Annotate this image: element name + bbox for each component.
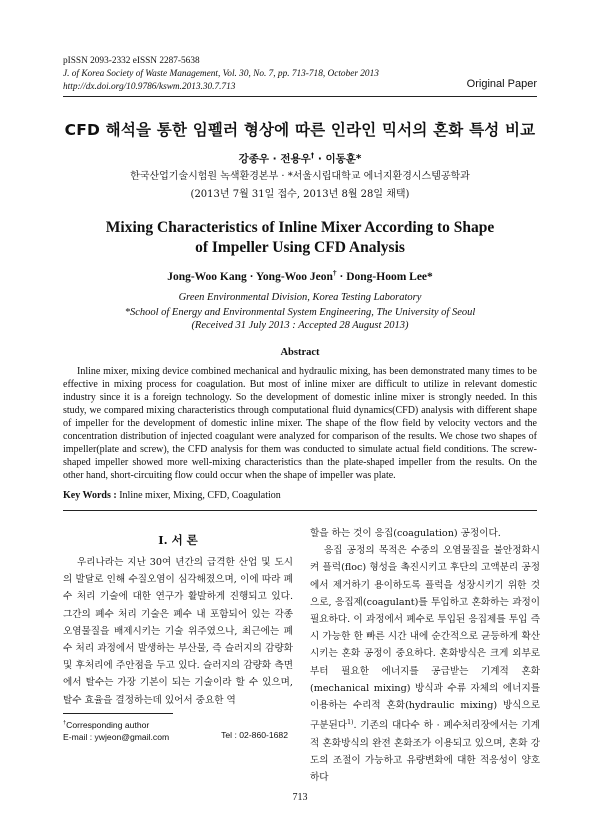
footnote-rule	[63, 713, 173, 714]
english-authors-tail: · Dong-Hoom Lee*	[336, 270, 433, 283]
corresponding-mark: †	[310, 151, 315, 160]
korean-dates: (2013년 7월 31일 접수, 2013년 8월 28일 채택)	[190, 189, 410, 200]
english-authors-main: Jong-Woo Kang · Yong-Woo Jeon	[167, 270, 333, 283]
footnote-label: Corresponding author	[66, 719, 150, 730]
english-title-line2: of Impeller Using CFD Analysis	[195, 239, 405, 256]
english-title	[0, 218, 600, 258]
english-affiliation-1: Green Environmental Division, Korea Testing Laboratory	[178, 292, 422, 303]
korean-authors-tail: · 이동훈*	[314, 153, 362, 165]
korean-authors	[0, 151, 600, 166]
right-column-para2	[310, 542, 540, 786]
right-column	[310, 525, 540, 786]
keywords	[63, 490, 537, 501]
doi-link[interactable]: http://dx.doi.org/10.9786/kswm.2013.30.7.713	[63, 82, 236, 92]
section-heading: I. 서 론	[158, 533, 198, 547]
english-dates: (Received 31 July 2013 : Accepted 28 August 2013)	[191, 320, 409, 331]
abstract-text: Inline mixer, mixing device combined mechanical and hydraulic mixing, has been demonstrated many times to be effective in mixing process for coagulation. But most of inline mixer are difficult to utilize in relevant domestic industry since it is a foreign technology. So the development of domestic inline mixer is strongly needed. In this study, we compared mixing characteristics through computational fluid dynamics(CFD) analysis with different shape of impeller for the development of domestic inline mixer. The shape of the flow field by velocity vectors and the concentration distribution of injected coagulant were analyzed for comparison of the results. We chose two shapes of impeller(plate and screw), the CFD analysis for them was conducted to simulate actual field conditions. The screw-shaped impeller showed more well-mixing characteristics than the plate-shaped impeller from the results. On the other hand, short-circuiting flow could occur when the shape of impeller was plate.	[63, 366, 537, 481]
korean-title: CFD 해석을 통한 임펠러 형상에 따른 인라인 믹서의 혼화 특성 비교	[64, 121, 536, 139]
english-title-line1: Mixing Characteristics of Inline Mixer According to Shape	[105, 219, 495, 236]
footnote-tel: Tel : 02-860-1682	[221, 730, 288, 740]
issn-line: pISSN 2093-2332 eISSN 2287-5638	[63, 56, 200, 66]
citation-ref: 1)	[347, 719, 354, 727]
corresponding-mark-en: †	[332, 268, 337, 277]
korean-affiliation: 한국산업기술시험원 녹색환경본부 · *서울시립대학교 에너지환경시스템공학과	[130, 171, 470, 182]
korean-authors-main: 강종우 · 전용우	[238, 153, 311, 165]
journal-citation: J. of Korea Society of Waste Management, Vol. 30, No. 7, pp. 713-718, October 2013	[63, 69, 379, 79]
abstract-rule	[63, 510, 537, 511]
english-authors	[0, 268, 600, 283]
footnote-email[interactable]: E-mail : ywjeon@gmail.com	[63, 731, 170, 742]
left-column-text: 우리나라는 지난 30여 년간의 급격한 산업 및 도시의 발달로 인해 수질오염이 심각해졌으며, 이에 따라 폐수 처리 기술에 대한 연구가 활발하게 진행되고 있다. 그간의 폐수 처리 기술은 폐수 내 포함되어 있는 각종 오염물질을 배제시키는 기술 위주였으나, 최근에는 폐수 처리 과정에서 발생하는 부산물, 즉 슬러지의 감량화 및 후처리에 주안점을 두고 있다. 슬러지의 감량화 측면에서 탈수는 가장 기본이 되는 기술이라 할 수 있으며, 탈수 효율을 결정하는데 있어서 중요한 역	[63, 557, 293, 706]
header-rule	[63, 96, 537, 97]
right-column-para1: 할을 하는 것이 응집(coagulation) 공정이다.	[310, 528, 501, 539]
footnote	[63, 717, 293, 743]
footnote-mark: †	[63, 720, 67, 726]
abstract-heading: Abstract	[280, 347, 320, 358]
english-affiliation-2: *School of Energy and Environmental System Engineering, The University of Seoul	[124, 307, 476, 318]
right-para2-tail: . 기존의 대다수 하 · 폐수처리장에서는 기계적 혼화방식의 완전 혼화조가 이용되고 있으며, 혼화 강도의 조절이 가능하고 유량변화에 대한 적응성이 양호하다	[310, 720, 540, 784]
page-number: 713	[292, 792, 308, 803]
keywords-label: Key Words :	[63, 490, 117, 501]
keywords-list: Inline mixer, Mixing, CFD, Coagulation	[116, 490, 281, 501]
paper-type-label: Original Paper	[466, 78, 537, 90]
right-para2-text: 응집 공정의 목적은 수중의 오염물질을 불안정화시켜 플럭(floc) 형성을 촉진시키고 후단의 고액분리 공정에서 제거하기 용이하도록 플럭을 성장시키기 위한 것으로, 응집제(coagulant)를 투입하고 혼화하는 과정이 필요하다. 이 과정에서 폐수로 투입된 응집제를 투입 즉시 가능한 한 빠른 시간 내에 순간적으로 균등하게 확산시키는 혼화 공정이 중요하다. 혼화방식은 크게 외부로부터 필요한 에너지를 공급받는 기계적 혼화(mechanical mixing) 방식과 수류 자체의 에너지를 이용하는 수리적 혼화(hydraulic mixing) 방식으로 구분된다	[310, 545, 540, 732]
english-affiliation	[0, 290, 600, 320]
